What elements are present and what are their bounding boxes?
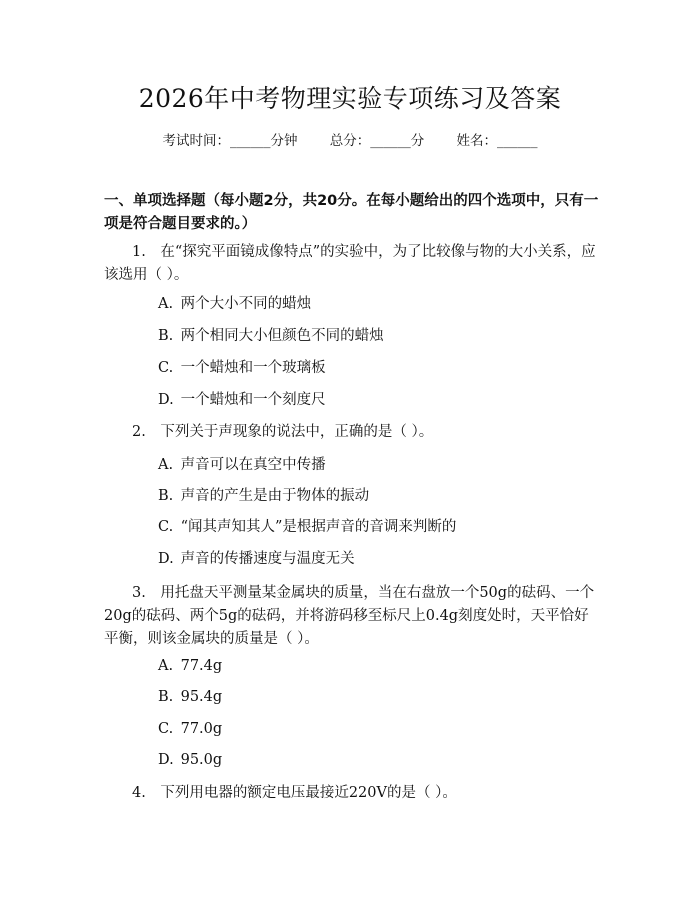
option-text: 95.4g bbox=[180, 689, 223, 705]
option-letter: B. bbox=[158, 488, 174, 504]
option-letter: A. bbox=[158, 457, 174, 473]
option-letter: C. bbox=[158, 360, 174, 376]
option-item bbox=[158, 390, 598, 410]
option-text: 一个蜡烛和一个玻璃板 bbox=[180, 360, 326, 376]
question-stem: 1. 在“探究平面镜成像特点”的实验中，为了比较像与物的大小关系，应该选用（ ）。 bbox=[104, 244, 596, 283]
total-score-field: 总分：______分 bbox=[329, 133, 425, 149]
option-letter: B. bbox=[158, 328, 174, 344]
question-stem: 4. 下列用电器的额定电压最接近220V的是（ ）。 bbox=[132, 785, 457, 801]
option-text: 声音的传播速度与温度无关 bbox=[180, 551, 355, 567]
option-letter: D. bbox=[158, 551, 174, 567]
option-letter: C. bbox=[158, 519, 174, 535]
option-item bbox=[158, 549, 598, 569]
option-item bbox=[158, 294, 598, 314]
option-letter: B. bbox=[158, 689, 174, 705]
option-text: 95.0g bbox=[180, 752, 223, 768]
option-text: “闻其声知其人”是根据声音的音调来判断的 bbox=[180, 519, 457, 535]
option-letter: D. bbox=[158, 752, 174, 768]
option-text: 两个相同大小但颜色不同的蜡烛 bbox=[180, 328, 384, 344]
question-stem: 2. 下列关于声现象的说法中，正确的是（ ）。 bbox=[132, 424, 434, 440]
option-text: 两个大小不同的蜡烛 bbox=[180, 296, 312, 312]
option-item bbox=[158, 326, 598, 346]
option-text: 声音的产生是由于物体的振动 bbox=[180, 488, 370, 504]
option-letter: D. bbox=[158, 392, 174, 408]
option-item bbox=[158, 517, 598, 537]
section-heading-single-choice: 一、单项选择题（每小题2分，共20分。在每小题给出的四个选项中，只有一项是符合题目要求的。） bbox=[104, 193, 599, 232]
exam-info-line bbox=[0, 131, 700, 151]
page-title: 2026年中考物理实验专项练习及答案 bbox=[138, 84, 562, 113]
option-text: 声音可以在真空中传播 bbox=[180, 457, 326, 473]
option-item bbox=[158, 719, 598, 739]
option-text: 一个蜡烛和一个刻度尺 bbox=[180, 392, 326, 408]
exam-time-field: 考试时间：______分钟 bbox=[162, 133, 298, 149]
option-letter: C. bbox=[158, 721, 174, 737]
option-item bbox=[158, 687, 598, 707]
option-item bbox=[158, 358, 598, 378]
question-stem: 3. 用托盘天平测量某金属块的质量，当在右盘放一个50g的砝码、一个20g的砝码、两个5g的砝码，并将游码移至标尺上0.4g刻度处时，天平恰好平衡，则该金属块的质量是（ ）。 bbox=[104, 585, 595, 647]
option-item bbox=[158, 750, 598, 770]
option-item bbox=[158, 486, 598, 506]
option-letter: A. bbox=[158, 296, 174, 312]
option-item bbox=[158, 455, 598, 475]
student-name-field: 姓名：______ bbox=[456, 133, 538, 149]
option-text: 77.4g bbox=[180, 658, 223, 674]
option-item bbox=[158, 656, 598, 676]
option-letter: A. bbox=[158, 658, 174, 674]
option-text: 77.0g bbox=[180, 721, 223, 737]
